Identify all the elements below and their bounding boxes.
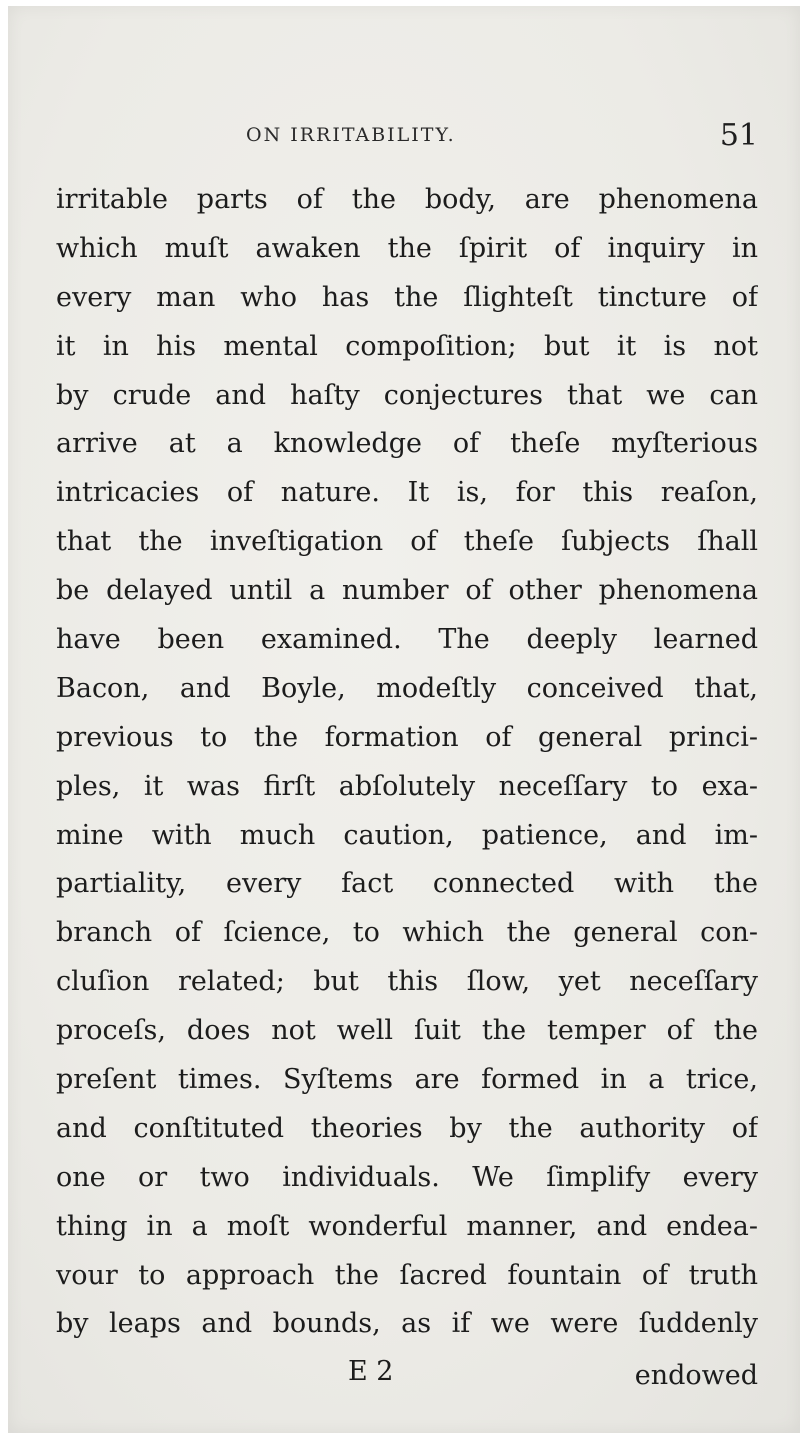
text-line: arrive at a knowledge of theſe myſterious bbox=[56, 428, 758, 460]
text-line: thing in a moſt wonderful manner, and endea- bbox=[56, 1210, 758, 1242]
text-line: preſent times. Syſtems are formed in a trice, bbox=[56, 1064, 758, 1096]
text-line: partiality, every fact connected with the bbox=[56, 868, 758, 900]
text-line: by leaps and bounds, as if we were ſuddenly bbox=[56, 1308, 758, 1340]
text-line: irritable parts of the body, are phenomena bbox=[56, 184, 758, 215]
text-line: vour to approach the ſacred fountain of truth bbox=[56, 1259, 758, 1291]
text-line: have been examined. The deeply learned bbox=[56, 624, 758, 656]
running-head bbox=[56, 118, 758, 158]
text-line: mine with much caution, patience, and im- bbox=[56, 819, 758, 851]
text-line: every man who has the ſlighteſt tincture of bbox=[56, 281, 758, 313]
text-line: by crude and haſty conjectures that we can bbox=[56, 379, 758, 411]
body-text bbox=[56, 176, 758, 1349]
text-line: be delayed until a number of other phenomena bbox=[56, 575, 758, 607]
text-line: that the inveſtigation of theſe ſubjects ſhall bbox=[56, 526, 758, 558]
signature-mark: E 2 bbox=[348, 1356, 394, 1387]
catchword: endowed bbox=[634, 1360, 758, 1391]
text-line: Bacon, and Boyle, modeſtly conceived that, bbox=[56, 672, 758, 704]
book-page bbox=[8, 6, 800, 1433]
text-line: which muſt awaken the ſpirit of inquiry in bbox=[56, 232, 758, 264]
running-title: ON IRRITABILITY. bbox=[246, 124, 456, 146]
text-line: and conſtituted theories by the authority of bbox=[56, 1112, 758, 1144]
page-number: 51 bbox=[719, 118, 758, 153]
text-line: previous to the formation of general princi- bbox=[56, 721, 758, 753]
text-line: it in his mental compoſition; but it is not bbox=[56, 330, 758, 362]
text-line: cluſion related; but this ſlow, yet neceſſary bbox=[56, 966, 758, 998]
text-line: intricacies of nature. It is, for this reaſon, bbox=[56, 477, 758, 509]
text-line: one or two individuals. We ſimplify every bbox=[56, 1161, 758, 1193]
text-line: proceſs, does not well ſuit the temper of the bbox=[56, 1015, 758, 1047]
page-footer bbox=[56, 1354, 758, 1402]
text-line: ples, it was firſt abſolutely neceſſary to exa- bbox=[56, 770, 758, 802]
text-line: branch of ſcience, to which the general con- bbox=[56, 917, 758, 949]
